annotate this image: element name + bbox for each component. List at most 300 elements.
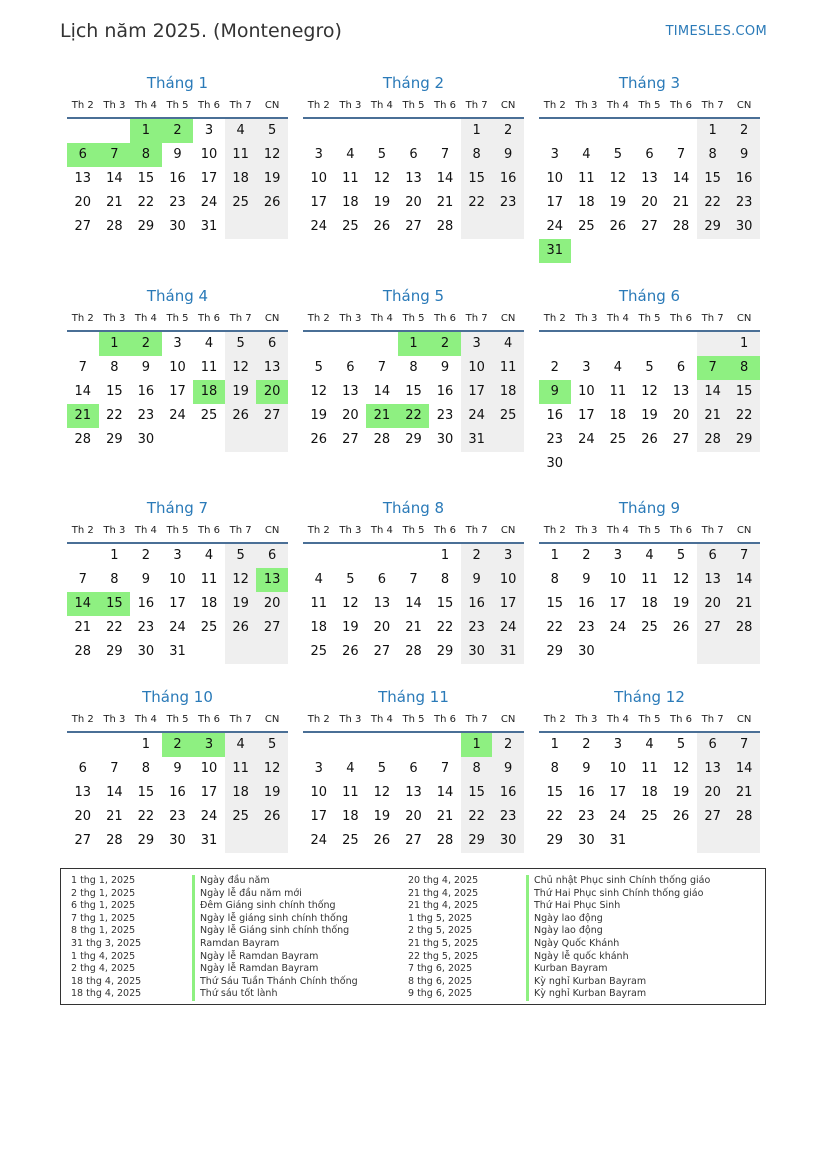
day-cell[interactable]: 6 [645,147,654,162]
day-cell[interactable]: 8 [141,761,151,776]
day-cell[interactable]: 11 [232,147,249,162]
day-cell[interactable]: 6 [346,360,355,375]
day-cell[interactable]: 24 [310,219,328,234]
day-cell[interactable]: 22 [106,620,123,635]
day-cell[interactable]: 20 [263,596,281,611]
day-cell[interactable]: 16 [735,171,753,186]
day-cell[interactable]: 30 [137,644,155,659]
day-cell[interactable]: 13 [704,761,721,776]
day-cell[interactable]: 20 [405,809,422,824]
day-cell[interactable]: 6 [268,336,277,351]
day-cell[interactable]: 12 [609,171,627,186]
day-cell[interactable]: 25 [578,219,595,234]
day-cell[interactable]: 22 [546,809,564,824]
day-cell[interactable]: 30 [137,432,155,447]
holiday-day[interactable]: 15 [99,592,131,616]
day-cell[interactable]: 15 [436,596,454,611]
day-cell[interactable]: 10 [499,572,517,587]
day-cell[interactable]: 23 [137,620,155,635]
day-cell[interactable]: 25 [232,809,249,824]
day-cell[interactable]: 5 [645,360,654,375]
day-cell[interactable]: 4 [346,761,355,776]
day-cell[interactable]: 29 [405,432,422,447]
day-cell[interactable]: 27 [373,644,391,659]
day-cell[interactable]: 18 [200,596,218,611]
day-cell[interactable]: 31 [468,432,485,447]
day-cell[interactable]: 9 [504,147,513,162]
day-cell[interactable]: 9 [440,360,450,375]
day-cell[interactable]: 23 [169,809,186,824]
day-cell[interactable]: 8 [409,360,418,375]
day-cell[interactable]: 3 [173,548,182,563]
day-cell[interactable]: 27 [342,432,359,447]
day-cell[interactable]: 14 [405,596,422,611]
day-cell[interactable]: 2 [472,548,481,563]
day-cell[interactable]: 29 [546,833,564,848]
day-cell[interactable]: 4 [236,737,245,752]
day-cell[interactable]: 1 [740,336,749,351]
day-cell[interactable]: 22 [137,195,155,210]
day-cell[interactable]: 29 [546,644,564,659]
day-cell[interactable]: 19 [342,620,359,635]
day-cell[interactable]: 4 [236,123,245,138]
day-cell[interactable]: 14 [436,785,454,800]
holiday-day[interactable]: 21 [366,404,398,428]
day-cell[interactable]: 26 [672,809,690,824]
day-cell[interactable]: 1 [708,123,717,138]
day-cell[interactable]: 11 [641,761,658,776]
day-cell[interactable]: 12 [641,384,658,399]
day-cell[interactable]: 13 [342,384,359,399]
holiday-day[interactable]: 1 [99,332,131,356]
day-cell[interactable]: 7 [377,360,387,375]
day-cell[interactable]: 15 [704,171,721,186]
day-cell[interactable]: 7 [78,572,87,587]
day-cell[interactable]: 3 [613,548,623,563]
holiday-day[interactable]: 14 [67,592,99,616]
day-cell[interactable]: 28 [735,809,753,824]
day-cell[interactable]: 3 [582,360,591,375]
day-cell[interactable]: 24 [169,408,186,423]
day-cell[interactable]: 5 [676,737,686,752]
day-cell[interactable]: 15 [468,171,485,186]
day-cell[interactable]: 18 [641,596,658,611]
day-cell[interactable]: 23 [578,620,595,635]
day-cell[interactable]: 1 [550,737,559,752]
day-cell[interactable]: 25 [641,809,658,824]
day-cell[interactable]: 16 [499,785,517,800]
day-cell[interactable]: 29 [137,219,155,234]
holiday-day[interactable]: 1 [461,733,493,757]
day-cell[interactable]: 15 [468,785,485,800]
day-cell[interactable]: 12 [373,171,391,186]
day-cell[interactable]: 13 [373,596,391,611]
day-cell[interactable]: 25 [609,432,627,447]
day-cell[interactable]: 25 [200,620,218,635]
day-cell[interactable]: 12 [232,572,249,587]
day-cell[interactable]: 29 [704,219,721,234]
day-cell[interactable]: 14 [704,384,721,399]
holiday-day[interactable]: 1 [130,119,162,143]
day-cell[interactable]: 17 [310,809,328,824]
day-cell[interactable]: 17 [200,785,218,800]
day-cell[interactable]: 20 [704,596,721,611]
day-cell[interactable]: 9 [173,761,182,776]
day-cell[interactable]: 5 [676,548,686,563]
day-cell[interactable]: 23 [169,195,186,210]
day-cell[interactable]: 7 [110,761,119,776]
day-cell[interactable]: 24 [578,432,595,447]
day-cell[interactable]: 16 [169,785,186,800]
day-cell[interactable]: 3 [173,336,182,351]
day-cell[interactable]: 18 [342,195,359,210]
day-cell[interactable]: 21 [704,408,721,423]
holiday-day[interactable]: 2 [162,733,194,757]
day-cell[interactable]: 22 [735,408,753,423]
day-cell[interactable]: 1 [440,548,450,563]
day-cell[interactable]: 3 [472,336,481,351]
day-cell[interactable]: 24 [200,809,218,824]
day-cell[interactable]: 13 [704,572,721,587]
day-cell[interactable]: 30 [578,833,595,848]
day-cell[interactable]: 22 [468,195,485,210]
day-cell[interactable]: 18 [342,809,359,824]
holiday-day[interactable]: 22 [398,404,430,428]
day-cell[interactable]: 19 [641,408,658,423]
day-cell[interactable]: 24 [169,620,186,635]
day-cell[interactable]: 25 [342,833,359,848]
brand-link[interactable]: TIMESLES.COM [665,24,767,39]
day-cell[interactable]: 30 [735,219,753,234]
day-cell[interactable]: 20 [405,195,422,210]
holiday-day[interactable]: 31 [539,239,571,263]
day-cell[interactable]: 9 [582,761,591,776]
day-cell[interactable]: 10 [310,785,328,800]
day-cell[interactable]: 7 [409,572,418,587]
holiday-day[interactable]: 13 [256,568,288,592]
day-cell[interactable]: 8 [440,572,450,587]
day-cell[interactable]: 11 [342,171,359,186]
day-cell[interactable]: 26 [373,833,391,848]
day-cell[interactable]: 18 [578,195,595,210]
day-cell[interactable]: 24 [200,195,218,210]
holiday-day[interactable]: 21 [67,404,99,428]
day-cell[interactable]: 16 [546,408,564,423]
day-cell[interactable]: 29 [436,644,454,659]
day-cell[interactable]: 17 [578,408,595,423]
day-cell[interactable]: 15 [546,785,564,800]
day-cell[interactable]: 19 [609,195,627,210]
day-cell[interactable]: 27 [405,219,422,234]
day-cell[interactable]: 21 [106,809,123,824]
day-cell[interactable]: 18 [232,171,249,186]
day-cell[interactable]: 23 [468,620,485,635]
day-cell[interactable]: 2 [740,123,749,138]
day-cell[interactable]: 25 [310,644,328,659]
day-cell[interactable]: 15 [106,384,123,399]
day-cell[interactable]: 28 [436,833,454,848]
day-cell[interactable]: 14 [373,384,391,399]
day-cell[interactable]: 10 [468,360,485,375]
day-cell[interactable]: 8 [110,572,119,587]
day-cell[interactable]: 21 [436,195,454,210]
day-cell[interactable]: 14 [74,384,92,399]
day-cell[interactable]: 20 [74,195,92,210]
day-cell[interactable]: 18 [499,384,517,399]
day-cell[interactable]: 10 [609,761,627,776]
day-cell[interactable]: 1 [110,548,119,563]
day-cell[interactable]: 12 [672,572,690,587]
day-cell[interactable]: 18 [609,408,627,423]
day-cell[interactable]: 8 [472,761,481,776]
day-cell[interactable]: 31 [169,644,186,659]
day-cell[interactable]: 2 [141,548,151,563]
day-cell[interactable]: 28 [74,432,92,447]
day-cell[interactable]: 20 [74,809,92,824]
day-cell[interactable]: 19 [373,809,391,824]
day-cell[interactable]: 25 [342,219,359,234]
day-cell[interactable]: 23 [137,408,155,423]
day-cell[interactable]: 28 [735,620,753,635]
day-cell[interactable]: 3 [314,147,323,162]
day-cell[interactable]: 14 [436,171,454,186]
day-cell[interactable]: 4 [346,147,355,162]
day-cell[interactable]: 26 [373,219,391,234]
day-cell[interactable]: 15 [137,171,155,186]
day-cell[interactable]: 6 [268,548,277,563]
day-cell[interactable]: 7 [740,548,749,563]
day-cell[interactable]: 17 [169,384,186,399]
day-cell[interactable]: 13 [672,384,690,399]
holiday-day[interactable]: 6 [67,143,99,167]
day-cell[interactable]: 16 [169,171,186,186]
day-cell[interactable]: 3 [613,737,623,752]
day-cell[interactable]: 4 [204,548,214,563]
day-cell[interactable]: 19 [672,785,690,800]
holiday-day[interactable]: 2 [130,332,162,356]
day-cell[interactable]: 6 [708,548,717,563]
day-cell[interactable]: 11 [200,360,218,375]
day-cell[interactable]: 16 [578,785,595,800]
day-cell[interactable]: 26 [672,620,690,635]
day-cell[interactable]: 2 [550,360,559,375]
day-cell[interactable]: 4 [582,147,591,162]
day-cell[interactable]: 14 [672,171,690,186]
day-cell[interactable]: 31 [200,833,218,848]
day-cell[interactable]: 6 [377,572,387,587]
day-cell[interactable]: 19 [373,195,391,210]
day-cell[interactable]: 5 [346,572,355,587]
day-cell[interactable]: 22 [137,809,155,824]
day-cell[interactable]: 13 [263,360,281,375]
day-cell[interactable]: 17 [609,785,627,800]
day-cell[interactable]: 1 [472,123,481,138]
day-cell[interactable]: 17 [200,171,218,186]
day-cell[interactable]: 9 [582,572,591,587]
day-cell[interactable]: 10 [578,384,595,399]
day-cell[interactable]: 21 [436,809,454,824]
day-cell[interactable]: 14 [106,171,123,186]
day-cell[interactable]: 4 [613,360,623,375]
day-cell[interactable]: 14 [735,572,753,587]
day-cell[interactable]: 26 [310,432,328,447]
day-cell[interactable]: 6 [409,147,418,162]
day-cell[interactable]: 3 [550,147,559,162]
day-cell[interactable]: 5 [236,548,245,563]
day-cell[interactable]: 27 [263,620,281,635]
day-cell[interactable]: 16 [137,384,155,399]
day-cell[interactable]: 25 [499,408,517,423]
day-cell[interactable]: 8 [472,147,481,162]
day-cell[interactable]: 10 [546,171,564,186]
day-cell[interactable]: 24 [609,620,627,635]
day-cell[interactable]: 2 [582,737,591,752]
day-cell[interactable]: 27 [405,833,422,848]
day-cell[interactable]: 4 [504,336,513,351]
day-cell[interactable]: 26 [232,408,249,423]
day-cell[interactable]: 21 [405,620,422,635]
day-cell[interactable]: 11 [609,384,627,399]
day-cell[interactable]: 8 [708,147,717,162]
day-cell[interactable]: 14 [735,761,753,776]
day-cell[interactable]: 10 [169,572,186,587]
day-cell[interactable]: 10 [200,147,218,162]
day-cell[interactable]: 28 [106,833,123,848]
day-cell[interactable]: 19 [310,408,328,423]
day-cell[interactable]: 11 [200,572,218,587]
holiday-day[interactable]: 8 [130,143,162,167]
day-cell[interactable]: 5 [236,336,245,351]
day-cell[interactable]: 28 [405,644,422,659]
day-cell[interactable]: 19 [232,384,249,399]
day-cell[interactable]: 31 [609,833,627,848]
day-cell[interactable]: 16 [137,596,155,611]
day-cell[interactable]: 18 [232,785,249,800]
holiday-day[interactable]: 7 [99,143,131,167]
day-cell[interactable]: 20 [373,620,391,635]
day-cell[interactable]: 25 [232,195,249,210]
day-cell[interactable]: 28 [106,219,123,234]
day-cell[interactable]: 11 [342,785,359,800]
day-cell[interactable]: 15 [137,785,155,800]
day-cell[interactable]: 12 [342,596,359,611]
day-cell[interactable]: 6 [708,737,717,752]
day-cell[interactable]: 30 [546,456,564,471]
day-cell[interactable]: 8 [550,572,559,587]
day-cell[interactable]: 7 [78,360,87,375]
holiday-day[interactable]: 3 [193,733,225,757]
day-cell[interactable]: 3 [504,548,513,563]
holiday-day[interactable]: 7 [697,356,729,380]
day-cell[interactable]: 6 [409,761,418,776]
day-cell[interactable]: 10 [169,360,186,375]
day-cell[interactable]: 11 [641,572,658,587]
day-cell[interactable]: 6 [78,761,87,776]
day-cell[interactable]: 26 [641,432,658,447]
day-cell[interactable]: 15 [546,596,564,611]
day-cell[interactable]: 23 [499,195,517,210]
day-cell[interactable]: 25 [641,620,658,635]
day-cell[interactable]: 9 [472,572,481,587]
day-cell[interactable]: 19 [263,785,281,800]
day-cell[interactable]: 12 [310,384,328,399]
day-cell[interactable]: 29 [735,432,753,447]
day-cell[interactable]: 21 [74,620,92,635]
day-cell[interactable]: 2 [504,123,513,138]
day-cell[interactable]: 17 [499,596,517,611]
day-cell[interactable]: 9 [141,572,151,587]
day-cell[interactable]: 18 [641,785,658,800]
day-cell[interactable]: 18 [310,620,328,635]
day-cell[interactable]: 27 [74,833,92,848]
day-cell[interactable]: 24 [310,833,328,848]
day-cell[interactable]: 22 [546,620,564,635]
day-cell[interactable]: 27 [672,432,690,447]
day-cell[interactable]: 20 [342,408,359,423]
day-cell[interactable]: 8 [550,761,559,776]
day-cell[interactable]: 2 [582,548,591,563]
day-cell[interactable]: 19 [263,171,281,186]
day-cell[interactable]: 11 [310,596,328,611]
day-cell[interactable]: 5 [377,147,387,162]
day-cell[interactable]: 26 [232,620,249,635]
day-cell[interactable]: 5 [613,147,623,162]
day-cell[interactable]: 12 [373,785,391,800]
day-cell[interactable]: 30 [578,644,595,659]
day-cell[interactable]: 4 [204,336,214,351]
day-cell[interactable]: 15 [405,384,422,399]
day-cell[interactable]: 24 [546,219,564,234]
day-cell[interactable]: 29 [137,833,155,848]
holiday-day[interactable]: 9 [539,380,571,404]
day-cell[interactable]: 28 [436,219,454,234]
day-cell[interactable]: 27 [704,620,721,635]
holiday-day[interactable]: 2 [429,332,461,356]
day-cell[interactable]: 21 [735,596,753,611]
day-cell[interactable]: 5 [377,761,387,776]
day-cell[interactable]: 17 [169,596,186,611]
day-cell[interactable]: 16 [499,171,517,186]
day-cell[interactable]: 13 [74,785,92,800]
day-cell[interactable]: 9 [740,147,749,162]
day-cell[interactable]: 19 [672,596,690,611]
day-cell[interactable]: 21 [672,195,690,210]
day-cell[interactable]: 3 [204,123,214,138]
day-cell[interactable]: 1 [550,548,559,563]
day-cell[interactable]: 11 [578,171,595,186]
day-cell[interactable]: 12 [263,761,281,776]
day-cell[interactable]: 28 [672,219,690,234]
day-cell[interactable]: 27 [263,408,281,423]
holiday-day[interactable]: 20 [256,380,288,404]
day-cell[interactable]: 6 [676,360,686,375]
day-cell[interactable]: 28 [373,432,391,447]
day-cell[interactable]: 27 [704,809,721,824]
day-cell[interactable]: 10 [609,572,627,587]
day-cell[interactable]: 25 [200,408,218,423]
day-cell[interactable]: 19 [232,596,249,611]
day-cell[interactable]: 22 [436,620,454,635]
day-cell[interactable]: 2 [504,737,513,752]
day-cell[interactable]: 22 [106,408,123,423]
day-cell[interactable]: 5 [268,123,277,138]
day-cell[interactable]: 24 [499,620,517,635]
day-cell[interactable]: 13 [641,171,658,186]
day-cell[interactable]: 5 [314,360,323,375]
day-cell[interactable]: 21 [735,785,753,800]
day-cell[interactable]: 27 [74,219,92,234]
day-cell[interactable]: 3 [314,761,323,776]
